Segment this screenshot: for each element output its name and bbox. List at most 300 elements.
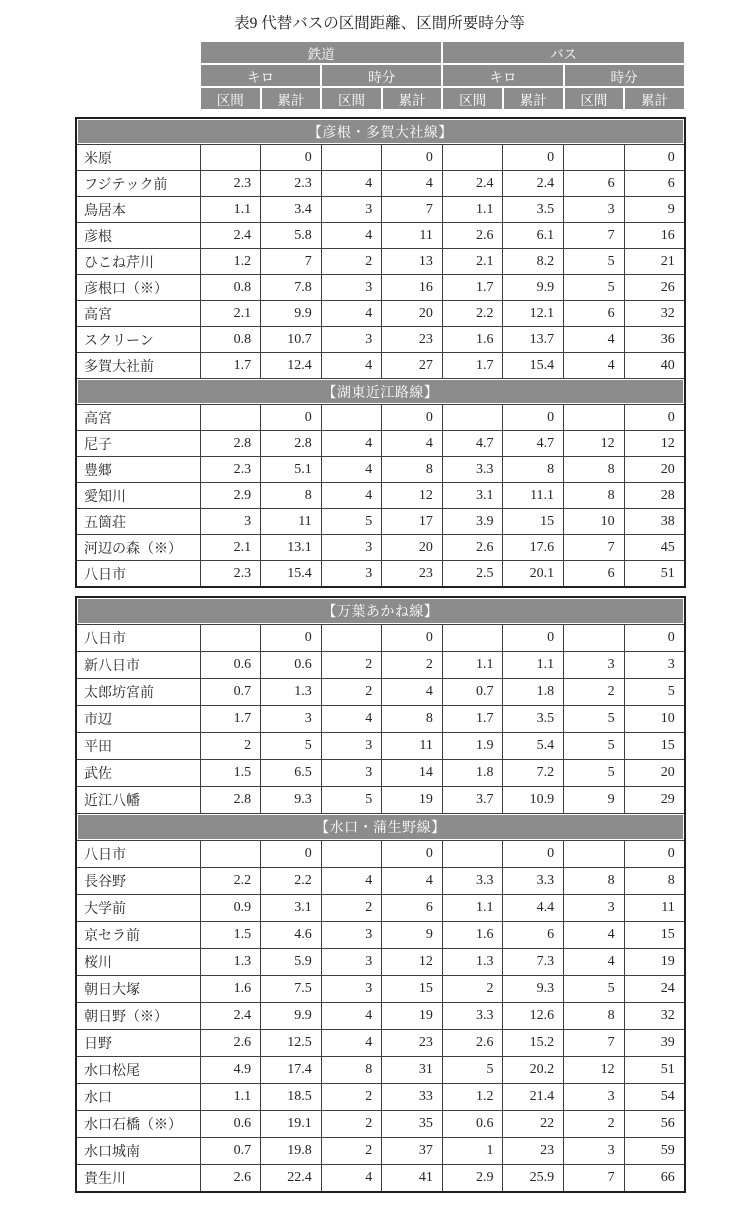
- value-cell: 4: [321, 171, 382, 197]
- value-cell: 29: [624, 787, 685, 814]
- station-row: [76, 1030, 685, 1057]
- value-cell: [442, 145, 503, 171]
- value-cell: 12.1: [503, 301, 564, 327]
- value-cell: 23: [382, 327, 443, 353]
- station-row: [76, 327, 685, 353]
- value-cell: 5: [564, 249, 625, 275]
- value-cell: 1.7: [200, 706, 261, 733]
- value-cell: 3: [321, 561, 382, 588]
- value-cell: 10.9: [503, 787, 564, 814]
- station-row: [76, 561, 685, 588]
- value-cell: 4: [382, 171, 443, 197]
- value-cell: 1.7: [442, 275, 503, 301]
- section-title: 【水口・蒲生野線】: [76, 814, 685, 841]
- value-cell: 36: [624, 327, 685, 353]
- value-cell: 19.8: [261, 1138, 322, 1165]
- value-cell: 9.3: [261, 787, 322, 814]
- value-cell: 0: [503, 145, 564, 171]
- station-row: [76, 652, 685, 679]
- header-group-row: [200, 41, 685, 64]
- value-cell: 12.5: [261, 1030, 322, 1057]
- station-name: 鳥居本: [76, 197, 200, 223]
- station-name: 五箇荘: [76, 509, 200, 535]
- value-cell: 9.9: [503, 275, 564, 301]
- value-cell: 10.7: [261, 327, 322, 353]
- value-cell: 12: [564, 431, 625, 457]
- value-cell: 2.8: [200, 787, 261, 814]
- value-cell: 7.8: [261, 275, 322, 301]
- value-cell: 13.1: [261, 535, 322, 561]
- column-header-table: [199, 40, 686, 111]
- value-cell: 1.2: [200, 249, 261, 275]
- value-cell: 2.6: [200, 1165, 261, 1193]
- value-cell: 0: [382, 145, 443, 171]
- value-cell: 1.6: [442, 327, 503, 353]
- value-cell: 9.9: [261, 301, 322, 327]
- value-cell: 12: [564, 1057, 625, 1084]
- station-name: 水口松尾: [76, 1057, 200, 1084]
- value-cell: 0.6: [261, 652, 322, 679]
- value-cell: 13: [382, 249, 443, 275]
- header-measure-section: 区間: [564, 87, 625, 110]
- value-cell: 11: [624, 895, 685, 922]
- value-cell: 4: [321, 1003, 382, 1030]
- value-cell: 0: [382, 625, 443, 652]
- section-header-row: [76, 379, 685, 405]
- value-cell: 0.6: [200, 1111, 261, 1138]
- value-cell: 2.1: [442, 249, 503, 275]
- value-cell: 27: [382, 353, 443, 379]
- station-row: [76, 145, 685, 171]
- station-name: ひこね芹川: [76, 249, 200, 275]
- value-cell: 2.1: [200, 535, 261, 561]
- station-row: [76, 405, 685, 431]
- value-cell: 0: [503, 405, 564, 431]
- station-name: スクリーン: [76, 327, 200, 353]
- station-name: 彦根口（※）: [76, 275, 200, 301]
- value-cell: 3: [321, 733, 382, 760]
- station-row: [76, 223, 685, 249]
- station-row: [76, 509, 685, 535]
- value-cell: 5: [564, 706, 625, 733]
- station-name: 高宮: [76, 301, 200, 327]
- value-cell: 0.8: [200, 327, 261, 353]
- value-cell: 2.2: [261, 868, 322, 895]
- station-name: 貴生川: [76, 1165, 200, 1193]
- station-name: 長谷野: [76, 868, 200, 895]
- value-cell: 1.3: [261, 679, 322, 706]
- value-cell: 1.5: [200, 922, 261, 949]
- value-cell: 5: [624, 679, 685, 706]
- station-row: [76, 760, 685, 787]
- value-cell: 16: [382, 275, 443, 301]
- value-cell: 2.6: [442, 1030, 503, 1057]
- value-cell: 4.6: [261, 922, 322, 949]
- value-cell: 8: [564, 483, 625, 509]
- value-cell: 4: [321, 1165, 382, 1193]
- value-cell: 2: [382, 652, 443, 679]
- value-cell: 2.3: [200, 561, 261, 588]
- value-cell: 56: [624, 1111, 685, 1138]
- value-cell: 1.1: [200, 197, 261, 223]
- value-cell: 23: [382, 561, 443, 588]
- value-cell: 4: [321, 301, 382, 327]
- value-cell: 7: [564, 535, 625, 561]
- value-cell: 8: [382, 457, 443, 483]
- value-cell: 2: [321, 249, 382, 275]
- value-cell: 15.2: [503, 1030, 564, 1057]
- value-cell: 5: [261, 733, 322, 760]
- station-name: 水口城南: [76, 1138, 200, 1165]
- value-cell: 3.5: [503, 706, 564, 733]
- value-cell: 15.4: [261, 561, 322, 588]
- value-cell: 2.3: [200, 457, 261, 483]
- value-cell: 20: [624, 760, 685, 787]
- value-cell: 21: [624, 249, 685, 275]
- value-cell: 4.7: [503, 431, 564, 457]
- value-cell: 24: [624, 976, 685, 1003]
- value-cell: 10: [624, 706, 685, 733]
- value-cell: 7: [382, 197, 443, 223]
- value-cell: 3: [321, 197, 382, 223]
- value-cell: 0: [261, 841, 322, 868]
- value-cell: 11: [382, 733, 443, 760]
- value-cell: 2.6: [442, 535, 503, 561]
- data-table-block-2: [75, 596, 686, 1193]
- value-cell: 20: [382, 301, 443, 327]
- value-cell: 0: [503, 841, 564, 868]
- station-name: 豊郷: [76, 457, 200, 483]
- value-cell: 17.6: [503, 535, 564, 561]
- value-cell: 3.1: [442, 483, 503, 509]
- value-cell: [321, 625, 382, 652]
- value-cell: 0: [261, 625, 322, 652]
- value-cell: 5: [564, 760, 625, 787]
- value-cell: 2.4: [200, 1003, 261, 1030]
- value-cell: 23: [503, 1138, 564, 1165]
- station-name: フジテック前: [76, 171, 200, 197]
- value-cell: 7.2: [503, 760, 564, 787]
- header-measure-section: 区間: [442, 87, 503, 110]
- value-cell: 0: [624, 145, 685, 171]
- value-cell: 2.4: [503, 171, 564, 197]
- value-cell: 5.9: [261, 949, 322, 976]
- value-cell: [442, 841, 503, 868]
- value-cell: 19.1: [261, 1111, 322, 1138]
- value-cell: 3: [321, 976, 382, 1003]
- station-row: [76, 197, 685, 223]
- station-row: [76, 706, 685, 733]
- value-cell: 59: [624, 1138, 685, 1165]
- value-cell: 19: [624, 949, 685, 976]
- value-cell: 31: [382, 1057, 443, 1084]
- value-cell: 2.6: [200, 1030, 261, 1057]
- value-cell: 7: [564, 223, 625, 249]
- value-cell: 54: [624, 1084, 685, 1111]
- value-cell: 2: [321, 652, 382, 679]
- station-name: 朝日野（※）: [76, 1003, 200, 1030]
- value-cell: 3: [321, 949, 382, 976]
- value-cell: 12: [382, 949, 443, 976]
- value-cell: 15: [382, 976, 443, 1003]
- value-cell: 1.8: [442, 760, 503, 787]
- value-cell: 2: [321, 1084, 382, 1111]
- station-name: 新八日市: [76, 652, 200, 679]
- value-cell: 20: [624, 457, 685, 483]
- station-row: [76, 535, 685, 561]
- value-cell: 6: [564, 171, 625, 197]
- value-cell: 3: [261, 706, 322, 733]
- value-cell: 17: [382, 509, 443, 535]
- value-cell: 13.7: [503, 327, 564, 353]
- value-cell: [442, 625, 503, 652]
- station-row: [76, 249, 685, 275]
- value-cell: 1.9: [442, 733, 503, 760]
- station-row: [76, 868, 685, 895]
- value-cell: 21.4: [503, 1084, 564, 1111]
- value-cell: 8: [382, 706, 443, 733]
- value-cell: 6: [624, 171, 685, 197]
- value-cell: 4: [564, 327, 625, 353]
- section-title: 【彦根・多賀大社線】: [76, 118, 685, 145]
- value-cell: 3: [321, 327, 382, 353]
- value-cell: 3.1: [261, 895, 322, 922]
- header-measure-cumulative: 累計: [261, 87, 322, 110]
- station-name: 八日市: [76, 625, 200, 652]
- value-cell: 51: [624, 561, 685, 588]
- value-cell: 5.8: [261, 223, 322, 249]
- value-cell: [564, 145, 625, 171]
- station-row: [76, 1165, 685, 1193]
- station-row: [76, 733, 685, 760]
- value-cell: 5: [564, 733, 625, 760]
- value-cell: 7: [564, 1030, 625, 1057]
- value-cell: 0.7: [200, 1138, 261, 1165]
- value-cell: 3: [321, 922, 382, 949]
- value-cell: 0.7: [442, 679, 503, 706]
- value-cell: 0: [624, 841, 685, 868]
- value-cell: 4: [382, 679, 443, 706]
- value-cell: 3: [321, 760, 382, 787]
- header-group-rail: 鉄道: [200, 41, 442, 64]
- station-row: [76, 1084, 685, 1111]
- station-name: 水口石橋（※）: [76, 1111, 200, 1138]
- value-cell: 3.3: [442, 868, 503, 895]
- station-row: [76, 353, 685, 379]
- value-cell: 2: [321, 1111, 382, 1138]
- value-cell: 20.1: [503, 561, 564, 588]
- value-cell: 0.6: [442, 1111, 503, 1138]
- station-row: [76, 171, 685, 197]
- value-cell: 51: [624, 1057, 685, 1084]
- value-cell: 8: [321, 1057, 382, 1084]
- value-cell: 3: [564, 197, 625, 223]
- value-cell: 39: [624, 1030, 685, 1057]
- value-cell: 5: [564, 275, 625, 301]
- value-cell: 0: [261, 405, 322, 431]
- value-cell: 8: [503, 457, 564, 483]
- station-row: [76, 787, 685, 814]
- value-cell: 0.7: [200, 679, 261, 706]
- value-cell: 4: [564, 949, 625, 976]
- value-cell: 2: [200, 733, 261, 760]
- value-cell: 3.7: [442, 787, 503, 814]
- station-name: 朝日大塚: [76, 976, 200, 1003]
- value-cell: 2.4: [200, 223, 261, 249]
- value-cell: 7: [261, 249, 322, 275]
- station-row: [76, 679, 685, 706]
- value-cell: 5: [564, 976, 625, 1003]
- station-name: 米原: [76, 145, 200, 171]
- value-cell: 6: [564, 561, 625, 588]
- value-cell: 6.5: [261, 760, 322, 787]
- station-row: [76, 301, 685, 327]
- value-cell: 11: [261, 509, 322, 535]
- value-cell: 28: [624, 483, 685, 509]
- value-cell: 5.4: [503, 733, 564, 760]
- value-cell: 32: [624, 1003, 685, 1030]
- station-row: [76, 1138, 685, 1165]
- value-cell: 8.2: [503, 249, 564, 275]
- value-cell: [200, 145, 261, 171]
- value-cell: 4: [564, 353, 625, 379]
- value-cell: 0: [261, 145, 322, 171]
- value-cell: 5: [321, 787, 382, 814]
- section-header-row: [76, 118, 685, 145]
- value-cell: 2: [442, 976, 503, 1003]
- value-cell: 2.9: [442, 1165, 503, 1193]
- station-name: 市辺: [76, 706, 200, 733]
- station-row: [76, 1111, 685, 1138]
- value-cell: 1.1: [442, 895, 503, 922]
- header-measure-section: 区間: [200, 87, 261, 110]
- value-cell: 2.2: [200, 868, 261, 895]
- value-cell: 15: [624, 922, 685, 949]
- value-cell: 7: [564, 1165, 625, 1193]
- station-name: 日野: [76, 1030, 200, 1057]
- value-cell: 2.5: [442, 561, 503, 588]
- value-cell: 2.8: [261, 431, 322, 457]
- table-caption: 表9 代替バスの区間距離、区間所要時分等: [234, 15, 525, 32]
- value-cell: 6.1: [503, 223, 564, 249]
- value-cell: 41: [382, 1165, 443, 1193]
- header-measure-cumulative: 累計: [624, 87, 685, 110]
- value-cell: 2.1: [200, 301, 261, 327]
- value-cell: 1.7: [442, 706, 503, 733]
- value-cell: 0: [624, 625, 685, 652]
- value-cell: 3: [321, 275, 382, 301]
- station-name: 八日市: [76, 841, 200, 868]
- value-cell: 1.1: [200, 1084, 261, 1111]
- value-cell: 8: [564, 868, 625, 895]
- value-cell: 2: [321, 1138, 382, 1165]
- value-cell: 26: [624, 275, 685, 301]
- value-cell: 3: [564, 1084, 625, 1111]
- value-cell: 12: [382, 483, 443, 509]
- value-cell: 1.1: [442, 652, 503, 679]
- value-cell: 22: [503, 1111, 564, 1138]
- header-unit-row: [200, 64, 685, 87]
- value-cell: 0.9: [200, 895, 261, 922]
- station-row: [76, 625, 685, 652]
- value-cell: 4: [321, 706, 382, 733]
- value-cell: 2.3: [261, 171, 322, 197]
- value-cell: 32: [624, 301, 685, 327]
- value-cell: 0: [382, 841, 443, 868]
- value-cell: 3.4: [261, 197, 322, 223]
- value-cell: 4: [564, 922, 625, 949]
- value-cell: 40: [624, 353, 685, 379]
- value-cell: 8: [624, 868, 685, 895]
- value-cell: 8: [261, 483, 322, 509]
- header-measure-cumulative: 累計: [503, 87, 564, 110]
- value-cell: 17.4: [261, 1057, 322, 1084]
- value-cell: 3: [624, 652, 685, 679]
- value-cell: 5: [321, 509, 382, 535]
- value-cell: 1: [442, 1138, 503, 1165]
- value-cell: 8: [564, 457, 625, 483]
- value-cell: 4: [321, 353, 382, 379]
- value-cell: 5: [442, 1057, 503, 1084]
- header-unit-time: 時分: [321, 64, 442, 87]
- value-cell: 20: [382, 535, 443, 561]
- station-name: 桜川: [76, 949, 200, 976]
- value-cell: 1.1: [503, 652, 564, 679]
- station-name: 大学前: [76, 895, 200, 922]
- value-cell: [321, 145, 382, 171]
- value-cell: 11: [382, 223, 443, 249]
- value-cell: 4: [382, 868, 443, 895]
- value-cell: 4.7: [442, 431, 503, 457]
- value-cell: [321, 841, 382, 868]
- value-cell: 2.6: [442, 223, 503, 249]
- value-cell: 12: [624, 431, 685, 457]
- station-name: 平田: [76, 733, 200, 760]
- station-name: 高宮: [76, 405, 200, 431]
- value-cell: 4.9: [200, 1057, 261, 1084]
- value-cell: 2.9: [200, 483, 261, 509]
- value-cell: 14: [382, 760, 443, 787]
- value-cell: 10: [564, 509, 625, 535]
- value-cell: 3.3: [442, 457, 503, 483]
- value-cell: 20.2: [503, 1057, 564, 1084]
- value-cell: 66: [624, 1165, 685, 1193]
- value-cell: 4: [321, 868, 382, 895]
- station-name: 尼子: [76, 431, 200, 457]
- value-cell: 3: [200, 509, 261, 535]
- station-name: 近江八幡: [76, 787, 200, 814]
- value-cell: 1.7: [200, 353, 261, 379]
- value-cell: 6: [564, 301, 625, 327]
- station-row: [76, 1057, 685, 1084]
- value-cell: 19: [382, 1003, 443, 1030]
- section-header-row: [76, 597, 685, 625]
- value-cell: 12.4: [261, 353, 322, 379]
- value-cell: [200, 405, 261, 431]
- value-cell: 15: [503, 509, 564, 535]
- value-cell: 11.1: [503, 483, 564, 509]
- section-header-row: [76, 814, 685, 841]
- value-cell: 15: [624, 733, 685, 760]
- station-name: 多賀大社前: [76, 353, 200, 379]
- value-cell: 9: [624, 197, 685, 223]
- value-cell: 3: [564, 652, 625, 679]
- value-cell: 2: [321, 679, 382, 706]
- station-name: 太郎坊宮前: [76, 679, 200, 706]
- value-cell: 18.5: [261, 1084, 322, 1111]
- value-cell: 0.8: [200, 275, 261, 301]
- value-cell: 0: [624, 405, 685, 431]
